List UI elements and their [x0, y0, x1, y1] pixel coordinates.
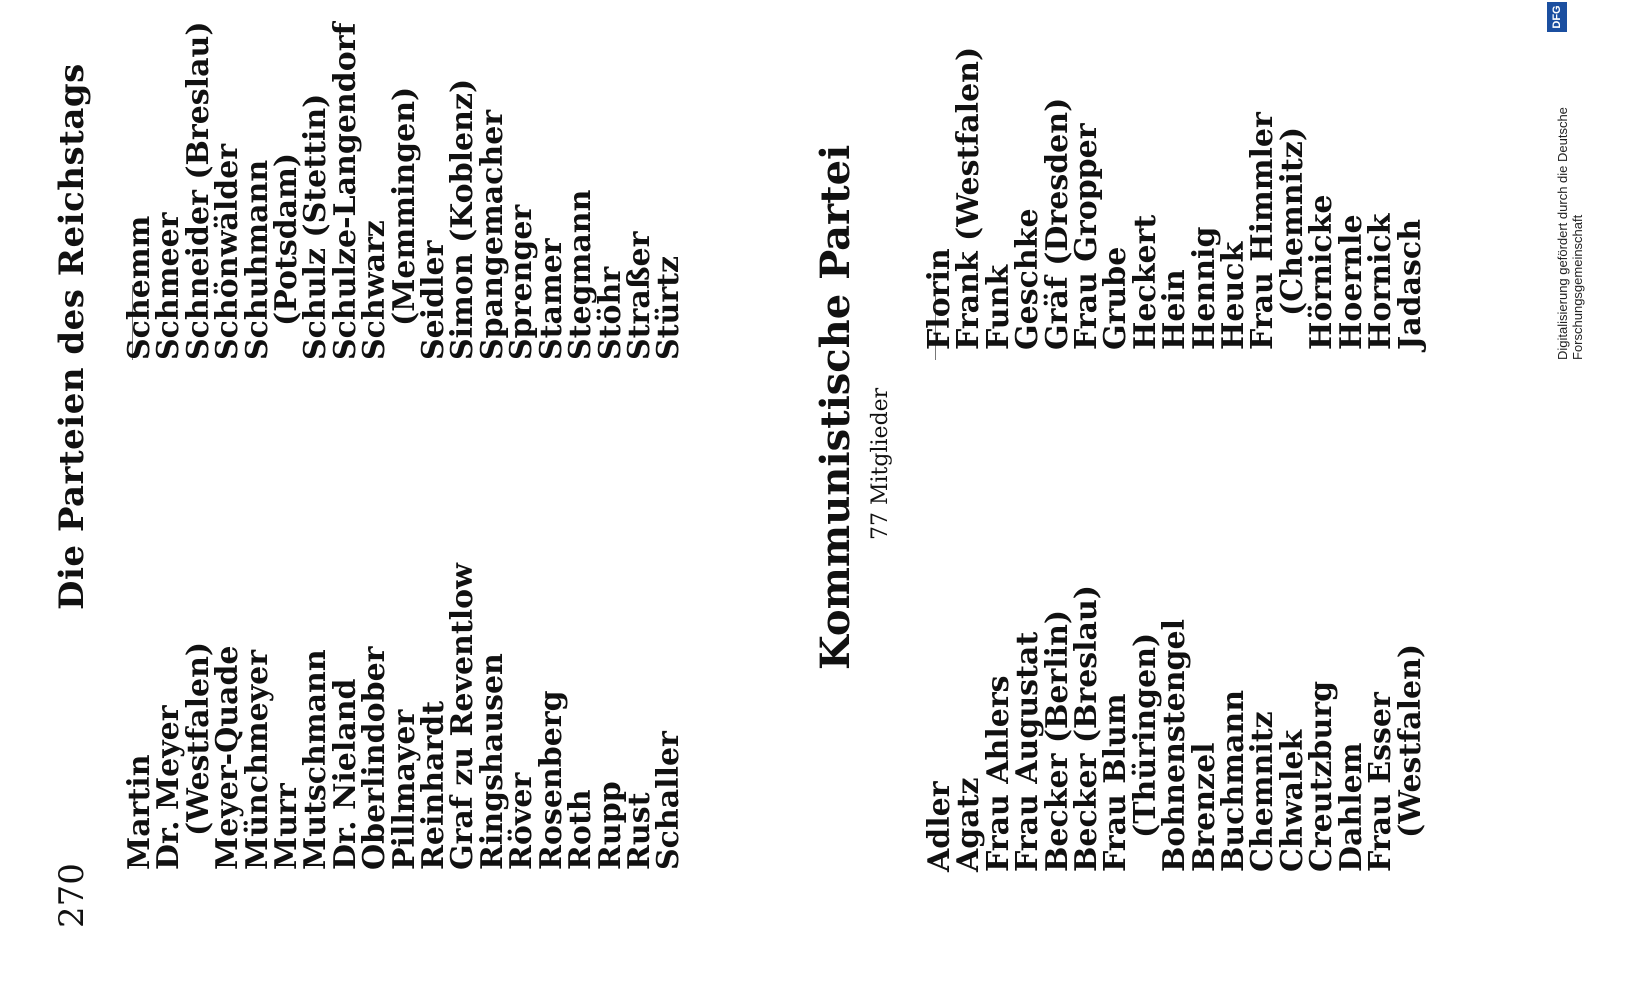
member-name: (Thüringen)	[1127, 632, 1163, 838]
member-name: Sprenger	[504, 204, 540, 360]
member-name: Schuhmann	[239, 159, 275, 360]
member-name: (Memmingen)	[386, 86, 422, 326]
member-name: Spangemacher	[474, 109, 510, 360]
member-name: Graf zu Reventlow	[445, 563, 481, 870]
member-name: Frau Augustat	[1010, 631, 1046, 872]
member-name: Adler	[922, 781, 957, 872]
member-name: Schulze-Langendorf	[327, 22, 363, 360]
member-name: Rosenberg	[533, 690, 569, 870]
member-name: Bohnenstengel	[1157, 619, 1193, 872]
member-name: Meyer-Quade	[210, 645, 246, 870]
member-name: Straßer	[621, 231, 657, 360]
member-name: Dahlem	[1333, 742, 1369, 872]
member-name: Frau Gropper	[1069, 123, 1105, 350]
member-name: Schneider (Breslau)	[180, 21, 216, 360]
member-name: Hoernle	[1333, 214, 1369, 350]
member-name: Murr	[269, 783, 305, 870]
member-name: Hornick	[1363, 213, 1399, 350]
upper-column-1	[122, 563, 687, 870]
lower-column-2	[922, 46, 1428, 350]
member-name: Frank (Westfalen)	[951, 46, 987, 350]
section-title: Kommunistische Partei	[812, 144, 859, 670]
member-name: Frau Esser	[1363, 692, 1399, 872]
member-name: Martin	[122, 754, 157, 870]
member-name: Frau Ahlers	[980, 675, 1016, 872]
member-name: Rust	[621, 792, 657, 870]
member-name: Agatz	[951, 777, 987, 872]
member-name: Frau Blum	[1098, 693, 1134, 872]
member-name: Ringshausen	[474, 653, 510, 870]
lower-column-1	[922, 584, 1428, 872]
member-name: Florin	[922, 248, 957, 350]
member-name: Hein	[1157, 269, 1193, 350]
member-name: (Westfalen)	[180, 641, 216, 836]
digitization-note-text: Digitalisierung gefördert durch die Deutsche Forschungsgemeinschaft	[1555, 107, 1585, 360]
member-count: 77 Mitglieder	[868, 387, 893, 540]
member-name: Heuck	[1216, 241, 1252, 350]
member-name: Gräf (Dresden)	[1039, 97, 1075, 350]
member-name: Schulz (Stettin)	[298, 93, 334, 360]
dfg-logo-icon: DFG	[1547, 2, 1567, 32]
member-name: Chemnitz	[1245, 711, 1281, 872]
member-name: Schemm	[122, 215, 157, 360]
member-name: Simon (Koblenz)	[445, 78, 481, 360]
upper-column-2	[122, 21, 687, 360]
member-name: Reinhardt	[416, 700, 452, 870]
member-name: Heckert	[1127, 214, 1163, 350]
member-name: Schönwälder	[210, 143, 246, 360]
member-name: Dr. Meyer	[151, 705, 187, 870]
member-name: Schwarz	[357, 220, 393, 360]
member-name: Dr. Nieland	[327, 678, 363, 870]
member-name: Grube	[1098, 246, 1134, 350]
member-name: Becker (Breslau)	[1069, 584, 1105, 872]
member-name: Hörnicke	[1304, 194, 1340, 350]
member-name: Schaller	[651, 731, 687, 870]
member-name: Jadasch	[1392, 218, 1428, 350]
member-name: Creutzburg	[1304, 680, 1340, 872]
member-name: Röver	[504, 772, 540, 870]
member-name: (Chemnitz)	[1274, 126, 1310, 316]
member-name: Becker (Berlin)	[1039, 609, 1075, 872]
member-name: Geschke	[1010, 208, 1046, 350]
member-name: Funk	[980, 264, 1016, 350]
member-name: Rupp	[592, 781, 628, 870]
member-name: Stegmann	[563, 189, 599, 360]
member-name: Mutschmann	[298, 649, 334, 870]
running-title: Die Parteien des Reichstags	[52, 63, 92, 610]
member-name: (Potsdam)	[269, 152, 305, 326]
member-name: Frau Himmler	[1245, 112, 1281, 350]
member-name: Schmeer	[151, 212, 187, 360]
member-name: Pillmayer	[386, 709, 422, 870]
page-number: 270	[52, 863, 92, 928]
member-name: Stamer	[533, 238, 569, 360]
member-name: Chwalek	[1274, 729, 1310, 872]
member-name: (Westfalen)	[1392, 643, 1428, 838]
member-name: Seidler	[416, 240, 452, 360]
member-name: Buchmann	[1216, 689, 1252, 872]
member-name: Münchmeyer	[239, 649, 275, 870]
member-name: Stöhr	[592, 266, 628, 360]
member-name: Oberlindober	[357, 646, 393, 870]
member-name: Brenzel	[1186, 742, 1222, 872]
member-name: Roth	[563, 789, 599, 870]
member-name: Hennig	[1186, 226, 1222, 350]
member-name: Stürtz	[651, 255, 687, 360]
